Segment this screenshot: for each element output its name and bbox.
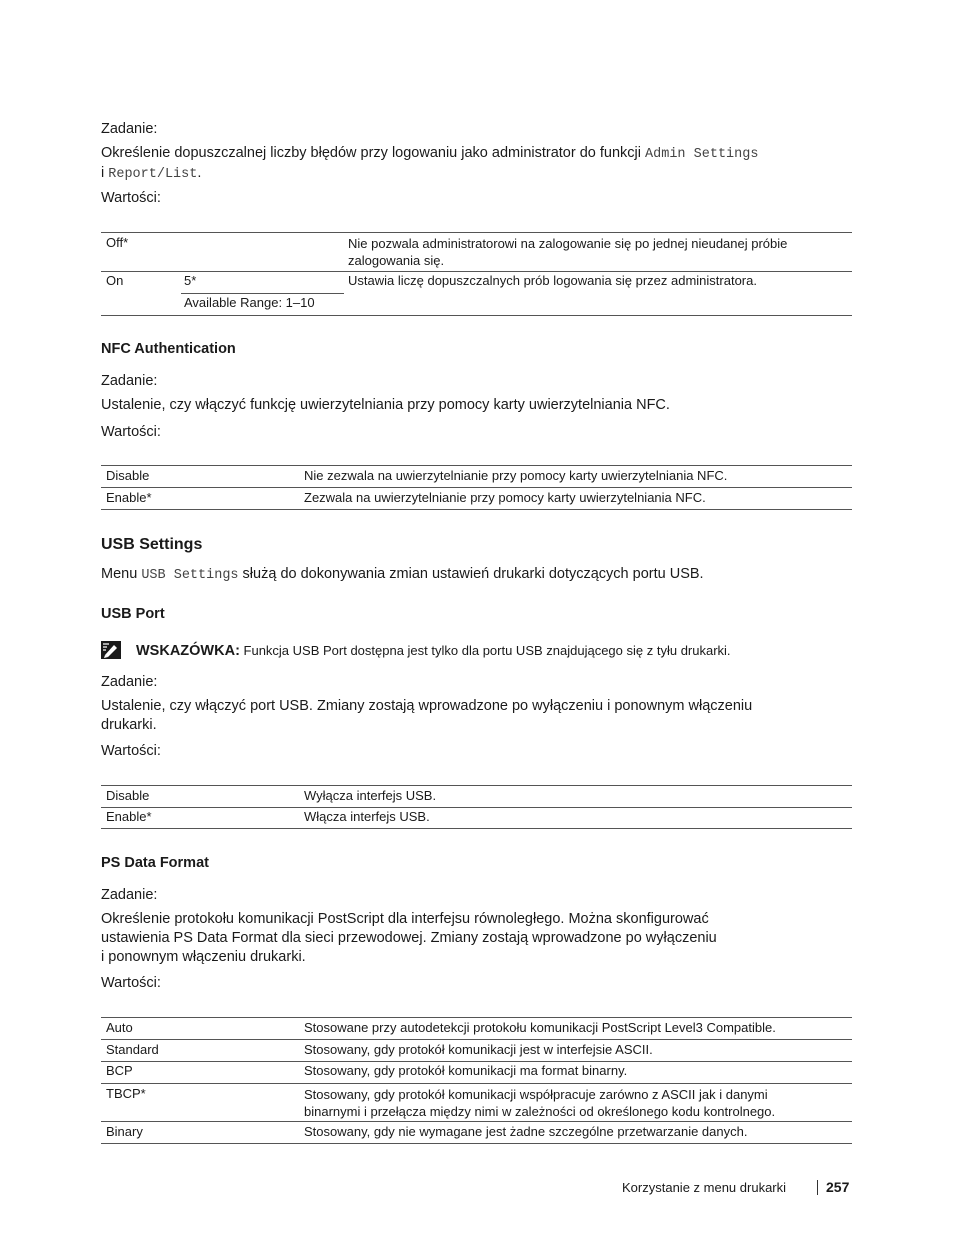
ps-description: [101, 910, 851, 967]
desc-text: służą do dokonywania zmian ustawień drukarki dotyczących portu USB.: [238, 566, 704, 582]
values-label: Wartości:: [101, 424, 161, 440]
table-row: [101, 1062, 852, 1084]
table-row: [101, 808, 852, 829]
footer-section: Korzystanie z menu drukarki: [622, 1180, 787, 1195]
value-cell: Enable*: [106, 490, 152, 505]
code-report-list: Report/List: [108, 167, 198, 182]
value-cell: Enable*: [106, 809, 152, 824]
value-cell: Binary: [106, 1124, 143, 1139]
value-cell: Auto: [106, 1020, 133, 1035]
task-label: Zadanie:: [101, 121, 158, 137]
footer-divider: [817, 1180, 818, 1195]
usb-port-description: [101, 697, 851, 735]
table-row: [101, 1122, 852, 1144]
desc-line: Określenie protokołu komunikacji PostScript dla interfejsu równoległego. Można skonfigurować: [101, 911, 709, 927]
desc-cell: Włącza interfejs USB.: [304, 809, 430, 824]
note-pencil-icon: [101, 641, 121, 659]
nfc-description: Ustalenie, czy włączyć funkcję uwierzytelniania przy pomocy karty uwierzytelniania NFC.: [101, 397, 670, 413]
desc-line: Nie pozwala administratorowi na zalogowanie się po jednej nieudanej próbie: [348, 236, 788, 251]
admin-login-description: [101, 144, 851, 184]
desc-join: i: [101, 165, 109, 181]
note-text: Funkcja USB Port dostępna jest tylko dla portu USB znajdującego się z tyłu drukarki.: [239, 643, 731, 658]
note-label: WSKAZÓWKA:: [136, 643, 240, 659]
page-number: 257: [826, 1179, 850, 1195]
usb-settings-description: [101, 565, 851, 585]
desc-line: i ponownym włączeniu drukarki.: [101, 949, 306, 965]
code-admin-settings: Admin Settings: [645, 147, 759, 162]
nfc-table: [101, 465, 852, 510]
table-row: [101, 1017, 852, 1040]
ps-table: [101, 1017, 852, 1144]
desc-cell: Nie zezwala na uwierzytelnianie przy pomocy karty uwierzytelniania NFC.: [304, 468, 728, 483]
desc-line: binarnymi i przełącza między nimi w zależności od określonego kodu kontrolnego.: [304, 1104, 776, 1119]
ps-data-format-heading: PS Data Format: [101, 855, 209, 871]
desc-cell: Stosowany, gdy nie wymagane jest żadne szczególne przetwarzanie danych.: [304, 1124, 748, 1139]
table-row: [101, 465, 852, 488]
sub-value-cell: [181, 272, 344, 294]
value-cell: Disable: [106, 468, 150, 483]
desc-line: Ustalenie, czy włączyć port USB. Zmiany zostają wprowadzone po wyłączeniu i ponownym włączeniu: [101, 698, 753, 714]
desc-line: zalogowania się.: [348, 253, 445, 268]
sub-value: 5*: [184, 273, 197, 288]
value-cell: Disable: [106, 788, 150, 803]
desc-cell: [348, 235, 787, 269]
usb-port-heading: USB Port: [101, 606, 165, 622]
usb-settings-heading: USB Settings: [101, 536, 203, 553]
value-cell: BCP: [106, 1063, 133, 1078]
desc-text: Określenie dopuszczalnej liczby błędów przy logowaniu jako administrator do funkcji: [101, 145, 646, 161]
desc-cell: Stosowany, gdy protokół komunikacji ma format binarny.: [304, 1063, 628, 1078]
values-label: Wartości:: [101, 743, 161, 759]
table-row: [101, 1040, 852, 1062]
desc-cell: Stosowane przy autodetekcji protokołu komunikacji PostScript Level3 Compatible.: [304, 1020, 776, 1035]
task-label: Zadanie:: [101, 674, 158, 690]
value-cell: On: [106, 273, 124, 288]
note: [136, 643, 731, 659]
desc-cell: [304, 1086, 775, 1120]
admin-login-table: [101, 232, 852, 316]
desc-cell: Ustawia liczę dopuszczalnych prób logowania się przez administratora.: [348, 273, 757, 288]
desc-cell: Stosowany, gdy protokół komunikacji jest w interfejsie ASCII.: [304, 1042, 653, 1057]
desc-end: .: [197, 165, 202, 181]
desc-line: ustawienia PS Data Format dla sieci przewodowej. Zmiany zostają wprowadzone po wyłączeniu: [101, 930, 717, 946]
table-row: [101, 785, 852, 808]
desc-text: Menu: [101, 566, 142, 582]
value-cell: Off*: [106, 235, 129, 250]
table-row: [101, 272, 852, 316]
table-row: [101, 1084, 852, 1122]
desc-cell: Zezwala na uwierzytelnianie przy pomocy karty uwierzytelniania NFC.: [304, 490, 706, 505]
task-label: Zadanie:: [101, 373, 158, 389]
table-row: [101, 488, 852, 510]
available-range: Available Range: 1–10: [184, 295, 315, 310]
desc-line: drukarki.: [101, 717, 157, 733]
values-label: Wartości:: [101, 190, 161, 206]
values-label: Wartości:: [101, 975, 161, 991]
desc-line: Stosowany, gdy protokół komunikacji współpracuje zarówno z ASCII jak i danymi: [304, 1087, 768, 1102]
value-cell: TBCP*: [106, 1086, 146, 1101]
desc-cell: Wyłącza interfejs USB.: [304, 788, 437, 803]
nfc-heading: NFC Authentication: [101, 341, 236, 357]
code-usb-settings: USB Settings: [141, 568, 239, 583]
table-row: [101, 232, 852, 272]
task-label: Zadanie:: [101, 887, 158, 903]
usb-port-table: [101, 785, 852, 829]
value-cell: Standard: [106, 1042, 159, 1057]
